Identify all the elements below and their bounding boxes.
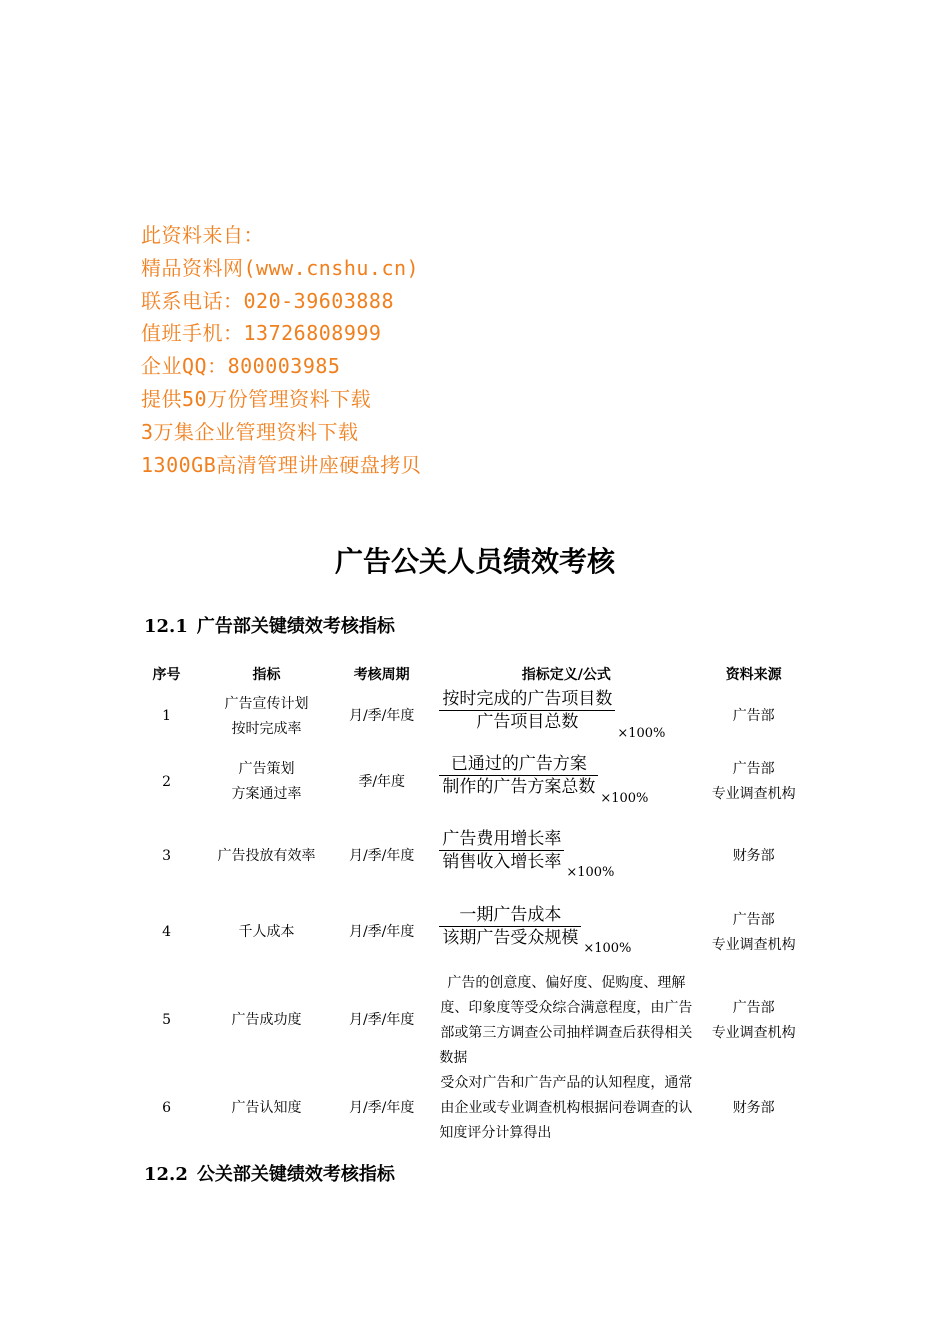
source-line: 专业调查机构 [711,786,796,802]
indicator-line: 广告策划 [238,761,295,777]
formula [439,828,614,886]
cell-no: 3 [162,848,171,864]
source-line: 广告部 [732,761,775,777]
indicator-line: 按时完成率 [231,720,302,737]
promo-line: 3万集企业管理资料下载 [141,419,359,444]
promo-line: 此资料来自： [141,223,264,247]
numerator: 广告费用增长率 [439,828,564,851]
cell-definition: 广告的创意度、偏好度、促购度、理解度、印象度等受众综合满意程度，由广告部或第三方调查公司抽样调查后获得相关数据 [439,974,693,1066]
indicator-line: 广告宣传计划 [224,695,309,712]
cell-indicator [209,746,324,819]
source-line: 广告部 [732,911,775,928]
indicator-line: 方案通过率 [231,786,302,802]
cell-no: 4 [162,924,171,940]
cell-formula [439,688,693,746]
cell-formula [439,895,693,971]
cell-formula [439,819,693,895]
cell-period: 季/年度 [358,773,406,790]
indicator-line: 千人成本 [238,924,295,940]
denominator: 该期广告受众规模 [442,927,579,948]
cell-no: 6 [162,1100,171,1116]
cell-indicator [209,688,324,746]
header-no: 序号 [152,667,181,683]
table-row [124,895,814,971]
section-text: 广告部关键绩效考核指标 [196,616,395,637]
cell-no: 1 [162,708,171,725]
table-row [124,819,814,895]
multiplier: ×100% [600,790,649,806]
formula [439,753,648,811]
cell-source [693,971,814,1071]
kpi-table [124,660,814,1147]
cell-source [693,688,814,746]
section-number: 12.2 [144,1164,188,1185]
cell-indicator [209,1071,324,1147]
source-line: 专业调查机构 [711,936,796,953]
section-number: 12.1 [144,616,188,637]
cell-period: 月/季/年度 [348,708,415,725]
denominator: 销售收入增长率 [442,851,562,872]
table-row [124,746,814,819]
formula [439,904,631,962]
numerator: 按时完成的广告项目数 [439,688,615,711]
cell-source [693,1071,814,1147]
section-heading-12-1 [144,612,395,638]
table-row [124,971,814,1071]
cell-source [693,819,814,895]
multiplier: ×100% [566,865,615,881]
cell-no: 2 [162,773,171,790]
promo-line: 联系电话：020-39603888 [141,288,394,313]
formula [439,688,665,746]
fraction [439,828,564,873]
header-definition: 指标定义/公式 [521,667,611,683]
multiplier: ×100% [583,941,632,957]
cell-indicator [209,971,324,1071]
document-title: 广告公关人员绩效考核 [334,545,615,578]
header-indicator: 指标 [252,667,281,683]
cell-indicator [209,819,324,895]
cell-period: 月/季/年度 [348,848,415,864]
numerator: 一期广告成本 [439,904,581,927]
source-line: 广告部 [732,708,775,725]
cell-period: 月/季/年度 [348,924,415,940]
cell-period: 月/季/年度 [348,1012,415,1028]
indicator-line: 广告成功度 [231,1012,302,1028]
promo-line: 企业QQ：800003985 [141,354,341,379]
fraction [439,904,581,949]
promo-block [141,219,421,481]
cell-source [693,895,814,971]
cell-indicator [209,895,324,971]
numerator: 已通过的广告方案 [439,753,598,776]
indicator-line: 广告投放有效率 [217,848,316,864]
table-header-row [124,660,814,688]
source-line: 专业调查机构 [711,1024,796,1041]
denominator: 制作的广告方案总数 [442,777,596,798]
section-heading-12-2 [144,1160,395,1186]
table-row [124,1071,814,1147]
cell-formula [439,746,693,819]
header-period: 考核周期 [353,667,410,683]
promo-line: 1300GB高清管理讲座硬盘拷贝 [141,452,422,477]
cell-source [693,746,814,819]
cell-no: 5 [162,1012,171,1028]
header-source: 资料来源 [725,667,782,683]
promo-line-website[interactable]: 精品资料网(www.cnshu.cn) [141,255,420,280]
cell-period: 月/季/年度 [348,1100,415,1116]
table-row [124,688,814,746]
promo-line: 值班手机：13726808999 [141,321,382,346]
source-line: 财务部 [732,1100,775,1116]
section-text: 公关部关键绩效考核指标 [196,1164,395,1185]
promo-line: 提供50万份管理资料下载 [141,386,372,411]
fraction [439,688,615,733]
source-line: 财务部 [732,848,775,864]
denominator: 广告项目总数 [476,712,579,732]
multiplier: ×100% [617,725,666,741]
fraction [439,753,598,798]
cell-definition: 受众对广告和广告产品的认知程度，通常由企业或专业调查机构根据问卷调查的认知度评分计算得出 [439,1075,693,1141]
source-line: 广告部 [732,999,775,1016]
indicator-line: 广告认知度 [231,1100,302,1116]
